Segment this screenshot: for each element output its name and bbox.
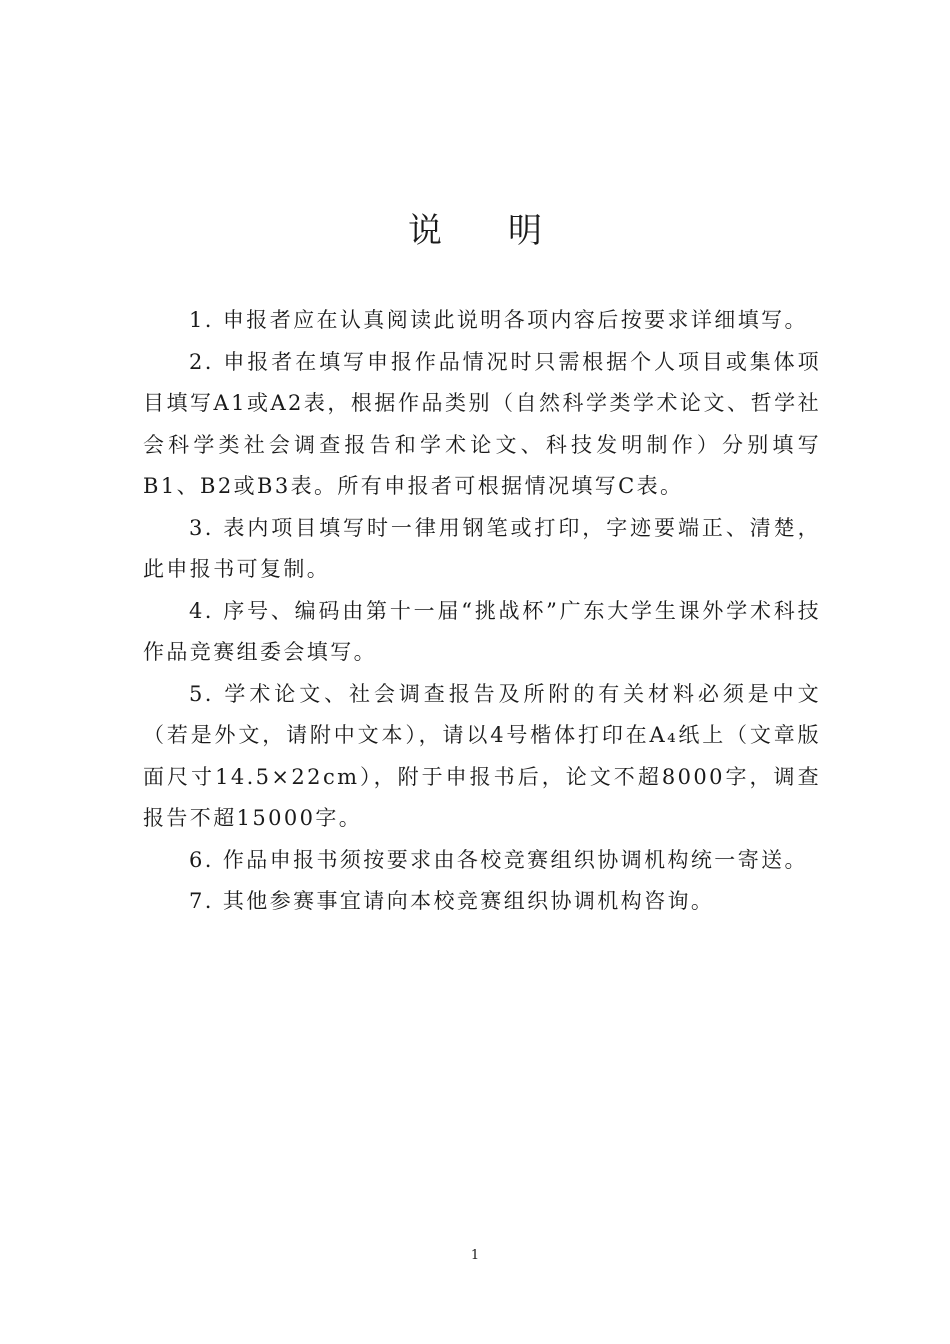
instruction-paragraph-1: 1. 申报者应在认真阅读此说明各项内容后按要求详细填写。 (189, 308, 808, 332)
instruction-paragraph-7: 7. 其他参赛事宜请向本校竞赛组织协调机构咨询。 (189, 889, 715, 913)
instructions-body (143, 300, 821, 923)
instruction-paragraph-6: 6. 作品申报书须按要求由各校竞赛组织协调机构统一寄送。 (189, 847, 808, 872)
instruction-paragraph-3: 3. 表内项目填写时一律用钢笔或打印，字迹要端正、清楚，此申报书可复制。 (143, 515, 821, 581)
instruction-paragraph-5: 5. 学术论文、社会调查报告及所附的有关材料必须是中文（若是外文，请附中文本），请以4号楷体打印在A₄纸上（文章版面尺寸14.5×22cm），附于申报书后，论文不超8000字，调查报告不超15000字。 (143, 681, 821, 830)
instruction-paragraph-4: 4. 序号、编码由第十一届“挑战杯”广东大学生课外学术科技作品竞赛组委会填写。 (143, 598, 821, 664)
page-title: 说明 (408, 211, 608, 251)
page-number: 1 (470, 1248, 480, 1263)
instruction-paragraph-2: 2. 申报者在填写申报作品情况时只需根据个人项目或集体项目填写A1或A2表，根据作品类别（自然科学类学术论文、哲学社会科学类社会调查报告和学术论文、科技发明制作）分别填写B1、B2或B3表。所有申报者可根据情况填写C表。 (143, 349, 821, 498)
